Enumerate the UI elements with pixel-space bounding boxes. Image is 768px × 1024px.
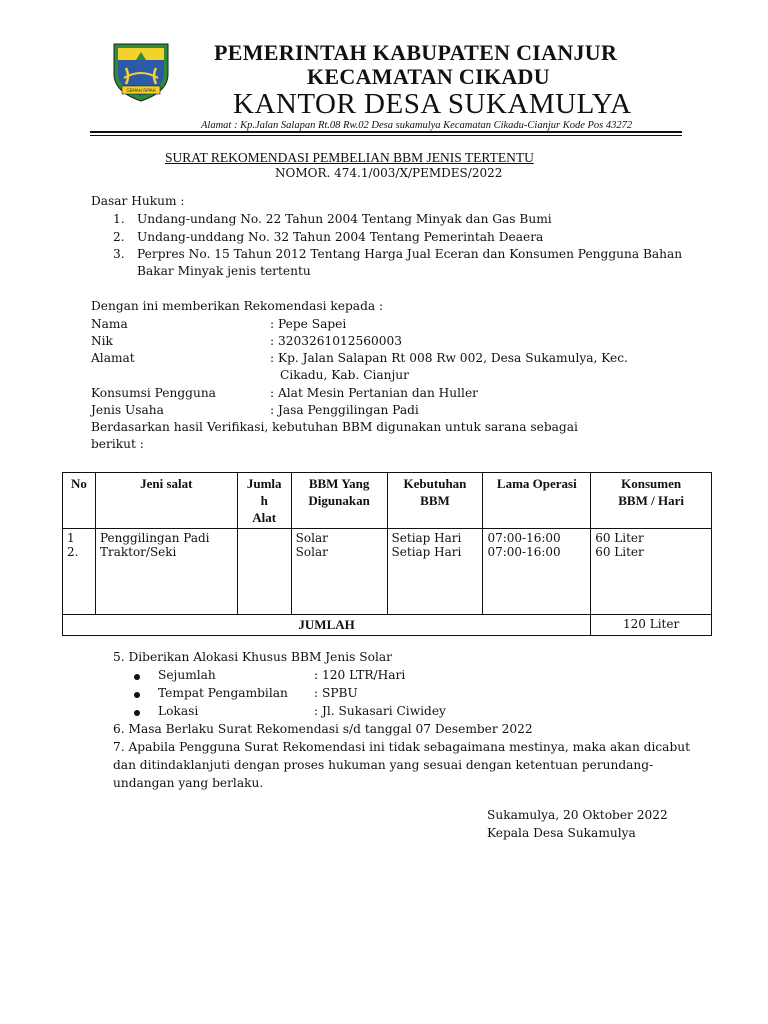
clause-text: 7. Apabila Pengguna Surat Rekomendasi ini tidak sebagaimana mestinya, maka akan dicabut [113, 740, 691, 754]
legal-item-number: 3. [113, 247, 125, 261]
header-konsumen: Konsumen BBM / Hari [591, 473, 712, 529]
allocation-value-tempat: : SPBU [314, 686, 358, 700]
clause-text-line3: undangan yang berlaku. [113, 776, 264, 790]
cell-konsumen: 60 Liter 60 Liter [591, 529, 712, 615]
table-total-row [63, 615, 712, 636]
cell-lama-operasi: 07:00-16:00 07:00-16:00 [483, 529, 591, 615]
total-value: 120 Liter [591, 615, 712, 636]
field-label-alamat: Alamat [91, 351, 135, 365]
cell-kebutuhan: Setiap Hari Setiap Hari [387, 529, 483, 615]
verification-text: Berdasarkan hasil Verifikasi, kebutuhan BBM digunakan untuk sarana sebagai [91, 420, 578, 434]
district-title: KECAMATAN CIKADU [307, 64, 550, 89]
header-kebutuhan: Kebutuhan BBM [387, 473, 483, 529]
field-value-konsumsi: : Alat Mesin Pertanian dan Huller [270, 386, 478, 400]
legal-item: Perpres No. 15 Tahun 2012 Tentang Harga Jual Eceran dan Konsumen Pengguna Bahan [137, 247, 683, 261]
field-value-jenis-usaha: : Jasa Penggilingan Padi [270, 403, 419, 417]
header-rule-thin [90, 135, 682, 136]
allocation-label-sejumlah: Sejumlah [158, 668, 216, 682]
field-label-nik: Nik [91, 334, 113, 348]
recipient-intro: Dengan ini memberikan Rekomendasi kepada : [91, 299, 384, 313]
field-value-alamat: : Kp. Jalan Salapan Rt 008 Rw 002, Desa Sukamulya, Kec. [270, 351, 628, 365]
header-rule [90, 131, 682, 133]
header-lama-operasi: Lama Operasi [483, 473, 591, 529]
signature-place-date: Sukamulya, 20 Oktober 2022 [487, 808, 668, 822]
total-label: JUMLAH [63, 615, 591, 636]
cell-jumlah [237, 529, 291, 615]
field-label-jenis-usaha: Jenis Usaha [91, 403, 164, 417]
table-header-row [63, 473, 712, 529]
field-value-alamat-continuation: Cikadu, Kab. Cianjur [280, 368, 409, 382]
allocation-value-sejumlah: : 120 LTR/Hari [314, 668, 406, 682]
field-label-nama: Nama [91, 317, 128, 331]
field-value-nama: : Pepe Sapei [270, 317, 347, 331]
header-bbm: BBM Yang Digunakan [291, 473, 387, 529]
header-jenis: Jeni salat [95, 473, 237, 529]
allocation-value-lokasi: : Jl. Sukasari Ciwidey [314, 704, 446, 718]
cell-bbm: Solar Solar [291, 529, 387, 615]
office-title: KANTOR DESA SUKAMULYA [233, 88, 632, 120]
cell-no: 1 2. [63, 529, 96, 615]
header-no: No [63, 473, 96, 529]
legal-item: Undang-unddang No. 32 Tahun 2004 Tentang Pemerintah Deaera [137, 230, 544, 244]
cell-jenis: Penggilingan Padi Traktor/Seki [95, 529, 237, 615]
regency-emblem-logo [108, 38, 174, 104]
validity-text: 6. Masa Berlaku Surat Rekomendasi s/d tanggal 07 Desember 2022 [113, 722, 533, 736]
allocation-label-tempat: Tempat Pengambilan [158, 686, 288, 700]
government-title: PEMERINTAH KABUPATEN CIANJUR [214, 40, 618, 65]
legal-item-number: 1. [113, 212, 125, 226]
allocation-heading: 5. Diberikan Alokasi Khusus BBM Jenis Solar [113, 650, 392, 664]
bullet-icon [134, 710, 140, 716]
bbm-allocation-table [62, 472, 712, 636]
table-row [63, 529, 712, 615]
legal-item: Undang-undang No. 22 Tahun 2004 Tentang Minyak dan Gas Bumi [137, 212, 552, 226]
legal-basis-heading: Dasar Hukum : [91, 194, 185, 208]
bullet-icon [134, 692, 140, 698]
field-label-konsumsi: Konsumsi Pengguna [91, 386, 216, 400]
office-address: Alamat : Kp.Jalan Salapan Rt.08 Rw.02 Desa sukamulya Kecamatan Cikadu-Cianjur Kode Pos 43272 [201, 120, 633, 131]
bullet-icon [134, 674, 140, 680]
clause-text-line2: dan ditindaklanjuti dengan proses hukuman yang sesuai dengan ketentuan perundang- [113, 758, 654, 772]
verification-text-continuation: berikut : [91, 437, 144, 451]
legal-item-number: 2. [113, 230, 125, 244]
allocation-label-lokasi: Lokasi [158, 704, 199, 718]
letter-title: SURAT REKOMENDASI PEMBELIAN BBM JENIS TERTENTU [165, 150, 534, 165]
legal-item-continuation: Bakar Minyak jenis tertentu [137, 264, 311, 278]
letter-number: NOMOR. 474.1/003/X/PEMDES/2022 [275, 166, 503, 180]
header-jumlah: Jumla h Alat [237, 473, 291, 529]
signature-position: Kepala Desa Sukamulya [487, 826, 636, 840]
svg-text:GEMAH RIPAH: GEMAH RIPAH [126, 88, 156, 93]
field-value-nik: : 3203261012560003 [270, 334, 403, 348]
